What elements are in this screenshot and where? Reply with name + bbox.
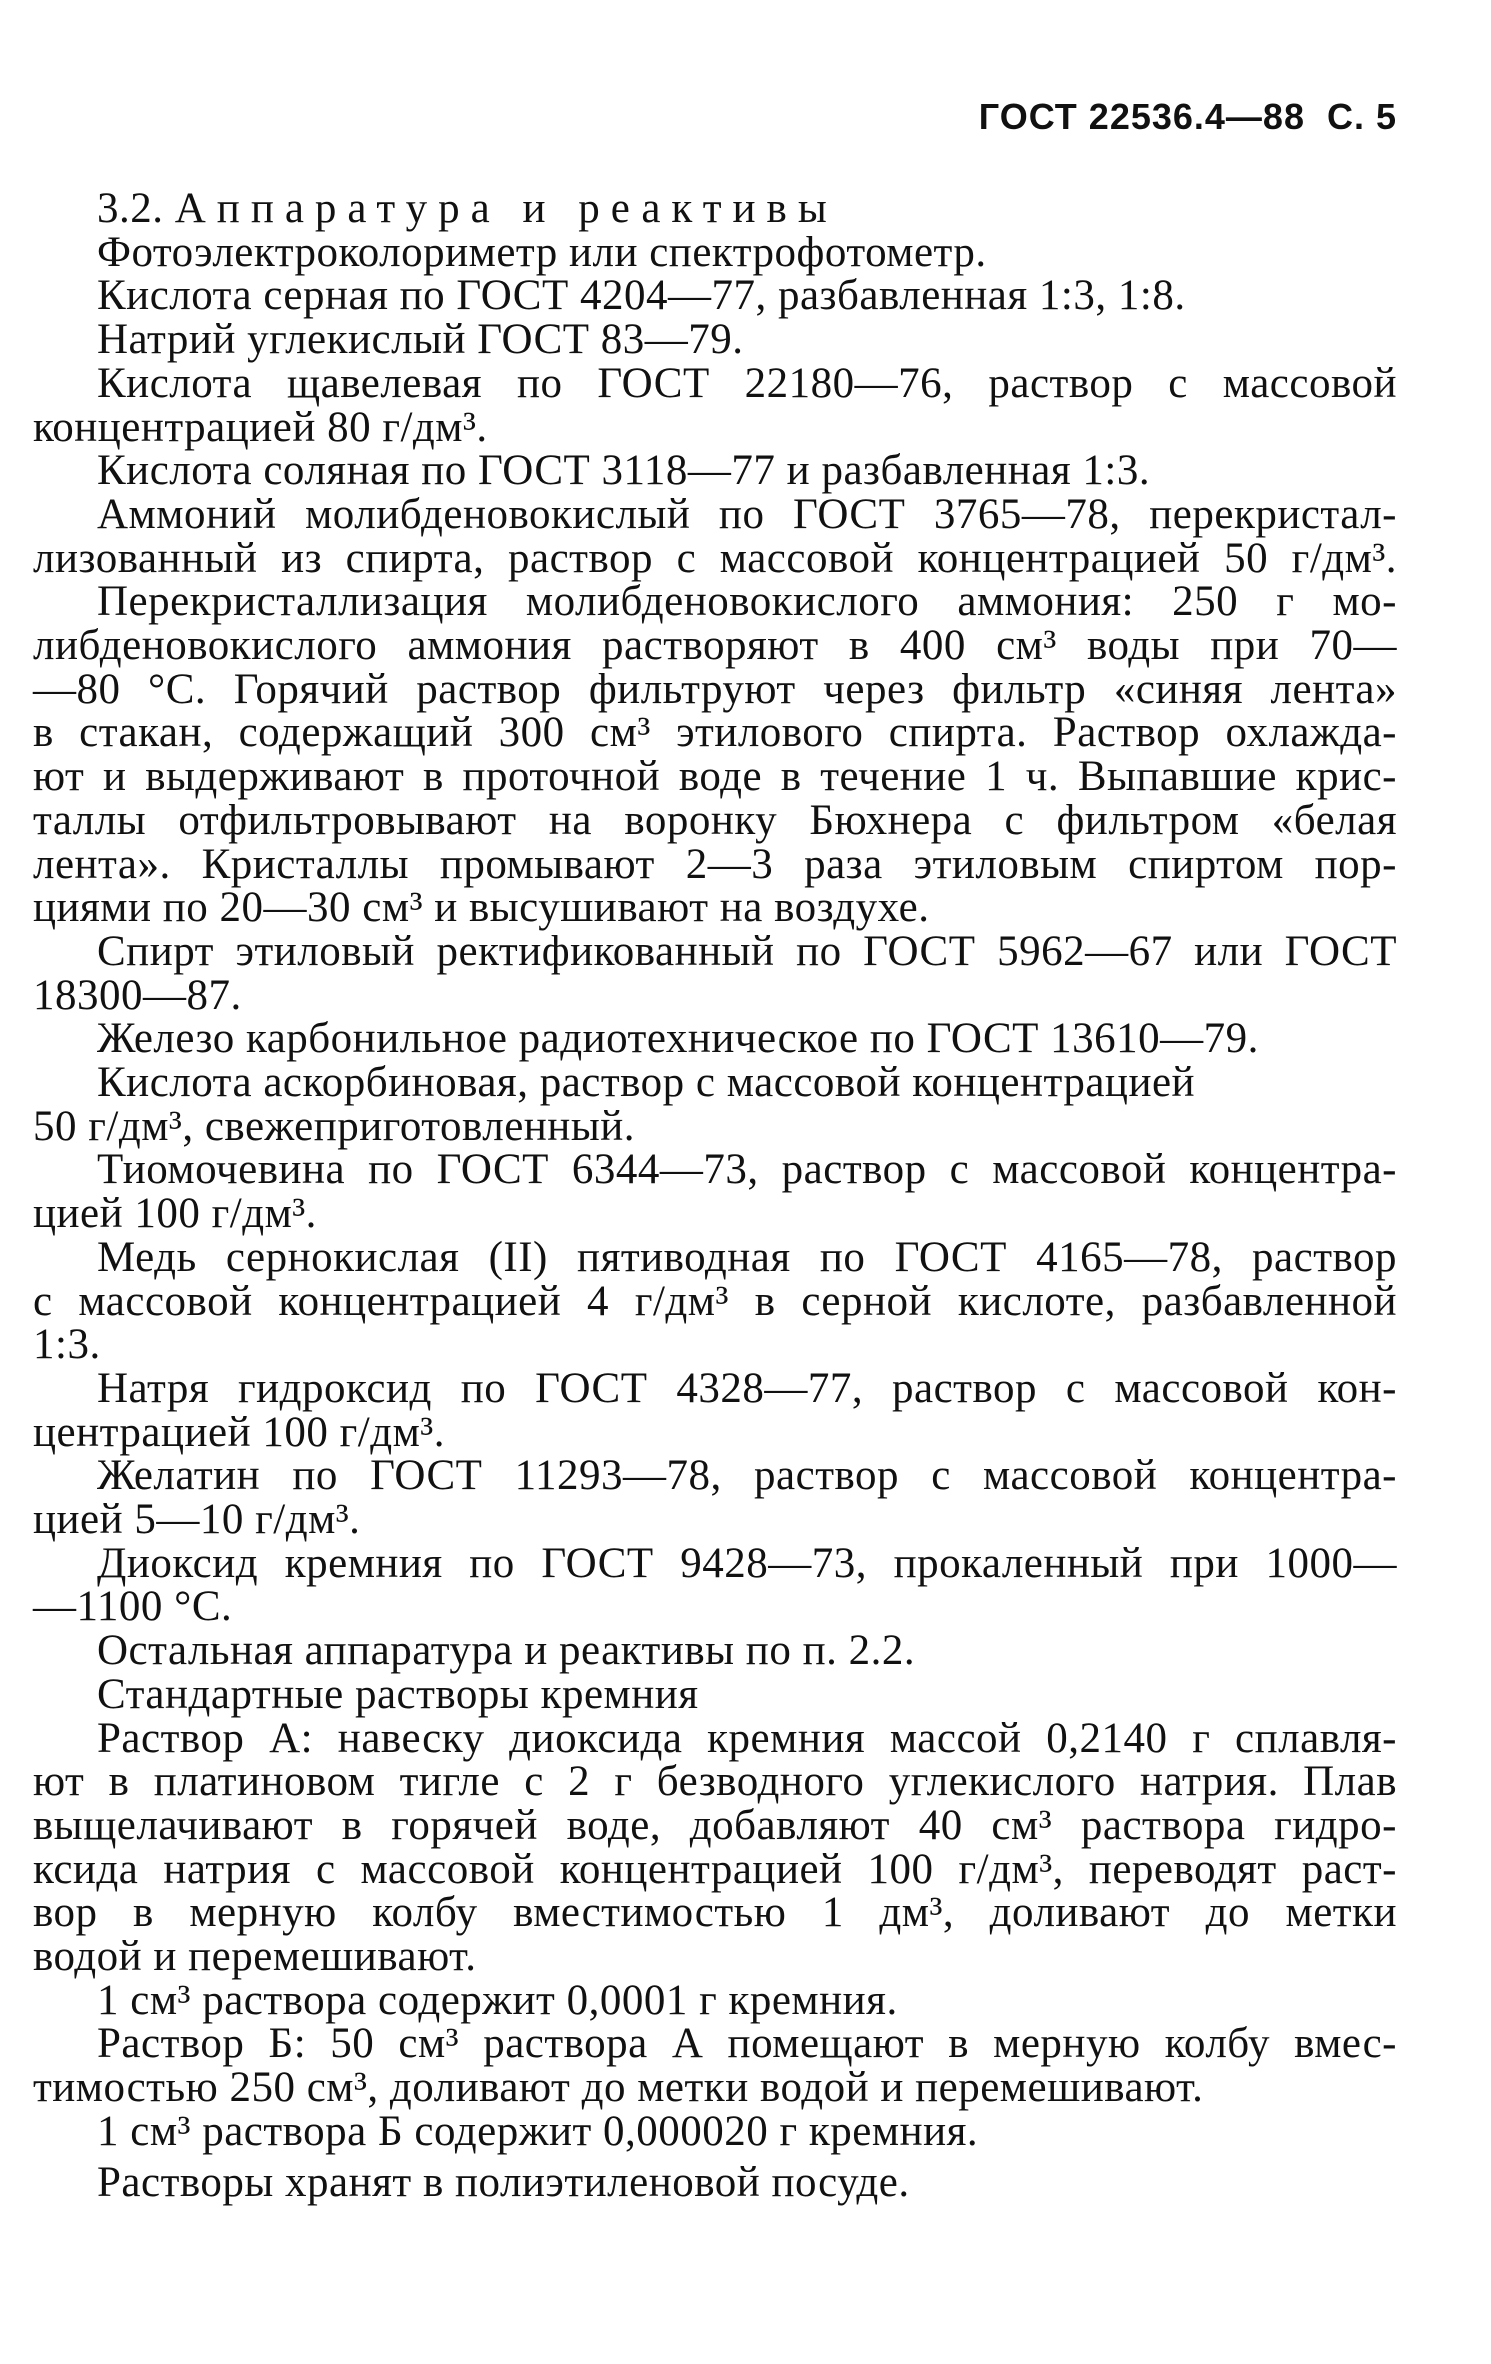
standard-number: ГОСТ 22536.4—88 <box>978 96 1305 137</box>
text-line: Кислота серная по ГОСТ 4204—77, разбавленная 1:3, 1:8. <box>97 272 1186 320</box>
text-line: Остальная аппаратура и реактивы по п. 2.2. <box>97 1627 916 1675</box>
text-line: ксида натрия с массовой концентрацией 100 г/дм³, переводят раст- <box>33 1845 1397 1893</box>
text-line: ют в платиновом тигле с 2 г безводного углекислого натрия. Плав <box>33 1758 1397 1806</box>
text-line: лента». Кристаллы промывают 2—3 раза этиловым спиртом пор- <box>33 840 1397 888</box>
section-number: 3.2. <box>97 185 164 232</box>
section-heading <box>97 187 838 231</box>
text-line: центрацией 100 г/дм³. <box>33 1408 445 1456</box>
text-line: цией 100 г/дм³. <box>33 1190 317 1238</box>
text-line: 50 г/дм³, свежеприготовленный. <box>33 1102 635 1150</box>
text-line: Перекристаллизация молибденовокислого аммония: 250 г мо- <box>97 578 1397 626</box>
text-line: либденовокислого аммония растворяют в 400 см³ воды при 70— <box>33 622 1397 669</box>
text-line: таллы отфильтровывают на воронку Бюхнера с фильтром «белая <box>33 796 1397 844</box>
text-line: выщелачивают в горячей воде, добавляют 40 см³ раствора гидро- <box>33 1801 1397 1849</box>
text-line: Натрий углекислый ГОСТ 83—79. <box>97 316 744 364</box>
page-header <box>979 96 1397 138</box>
text-line: в стакан, содержащий 300 см³ этилового спирта. Раствор охлажда- <box>33 709 1397 757</box>
text-line: Кислота аскорбиновая, раствор с массовой концентрацией <box>97 1059 1196 1106</box>
text-line: Стандартные растворы кремния <box>97 1670 699 1718</box>
text-line: Аммоний молибденовокислый по ГОСТ 3765—78, перекристал- <box>97 490 1397 538</box>
text-line: лизованный из спирта, раствор с массовой концентрацией 50 г/дм³. <box>33 534 1397 582</box>
text-line: Кислота щавелевая по ГОСТ 22180—76, раствор с массовой <box>97 359 1397 407</box>
section-title: Аппаратура и реактивы <box>174 185 838 232</box>
text-line: Железо карбонильное радиотехническое по ГОСТ 13610—79. <box>97 1015 1259 1063</box>
text-line: Желатин по ГОСТ 11293—78, раствор с массовой концентра- <box>97 1452 1397 1500</box>
text-line: 1 см³ раствора Б содержит 0,000020 г кремния. <box>97 2107 979 2155</box>
text-line: Кислота соляная по ГОСТ 3118—77 и разбавленная 1:3. <box>97 447 1151 495</box>
text-line: концентрацией 80 г/дм³. <box>33 403 488 451</box>
text-line: тимостью 250 см³, доливают до метки водой и перемешивают. <box>33 2064 1204 2112</box>
text-line: 18300—87. <box>33 971 242 1019</box>
text-line: Тиомочевина по ГОСТ 6344—73, раствор с массовой концентра- <box>97 1146 1397 1194</box>
text-line: Раствор А: навеску диоксида кремния массой 0,2140 г сплавля- <box>97 1714 1397 1762</box>
text-line: —80 °С. Горячий раствор фильтруют через фильтр «синяя лента» <box>33 665 1397 713</box>
text-line: цией 5—10 г/дм³. <box>33 1496 361 1543</box>
text-line: Диоксид кремния по ГОСТ 9428—73, прокаленный при 1000— <box>97 1539 1397 1587</box>
text-line: ют и выдерживают в проточной воде в течение 1 ч. Выпавшие крис- <box>33 753 1397 801</box>
text-line: 1:3. <box>33 1321 101 1369</box>
text-line: Фотоэлектроколориметр или спектрофотометр. <box>97 228 987 276</box>
text-line: Спирт этиловый ректификованный по ГОСТ 5962—67 или ГОСТ <box>97 927 1397 975</box>
text-line: водой и перемешивают. <box>33 1933 477 1980</box>
text-line: с массовой концентрацией 4 г/дм³ в серной кислоте, разбавленной <box>33 1277 1397 1325</box>
page-number: С. 5 <box>1326 96 1397 137</box>
text-line: 1 см³ раствора содержит 0,0001 г кремния. <box>97 1976 898 2024</box>
text-line: —1100 °С. <box>33 1583 233 1631</box>
text-line: циями по 20—30 см³ и высушивают на воздухе. <box>33 884 930 932</box>
text-line: Медь сернокислая (II) пятиводная по ГОСТ 4165—78, раствор <box>97 1233 1397 1281</box>
text-line: Растворы хранят в полиэтиленовой посуде. <box>97 2158 910 2206</box>
text-line: Раствор Б: 50 см³ раствора А помещают в мерную колбу вмес- <box>97 2020 1397 2068</box>
text-line: Натря гидроксид по ГОСТ 4328—77, раствор с массовой кон- <box>97 1364 1397 1412</box>
text-line: вор в мерную колбу вместимостью 1 дм³, доливают до метки <box>33 1889 1397 1937</box>
